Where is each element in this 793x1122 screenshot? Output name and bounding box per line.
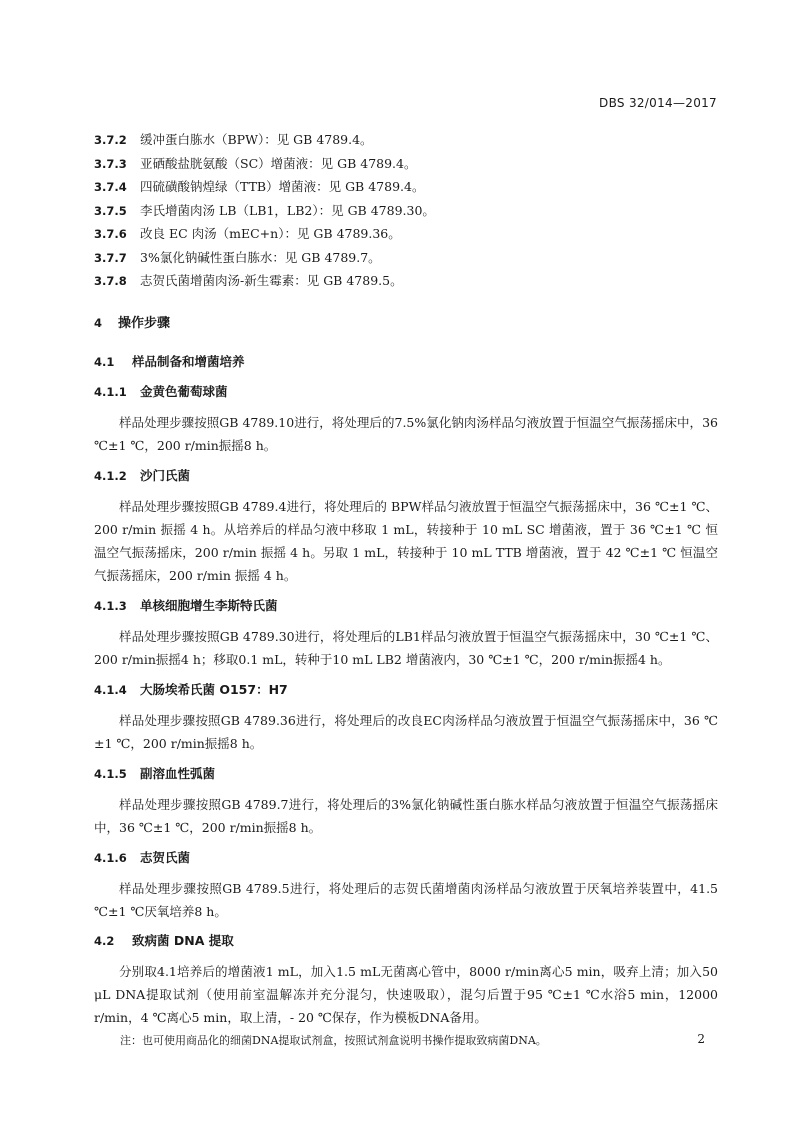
note: 注：也可使用商品化的细菌DNA提取试剂盒，按照试剂盒说明书操作提取致病菌DNA。 (120, 1033, 547, 1047)
list-item (94, 269, 718, 293)
subsection-heading (94, 351, 718, 373)
clause-number: 3.7.8 (94, 274, 127, 288)
section-title: 操作步骤 (118, 315, 171, 331)
paragraph: 样品处理步骤按照GB 4789.36进行，将处理后的改良EC肉汤样品匀液放置于恒温空气振荡摇床中，36 ℃±1 ℃，200 r/min振摇8 h。 (94, 712, 718, 751)
clause-text: 3%氯化钠碱性蛋白胨水：见 GB 4789.7。 (140, 249, 381, 265)
subsection-heading (94, 930, 718, 952)
list-item (94, 246, 718, 270)
clause-heading (94, 381, 718, 403)
subsection-title: 样品制备和增菌培养 (132, 353, 245, 369)
page-content (94, 128, 718, 1051)
section-heading (94, 312, 718, 335)
clause-text: 志贺氏菌增菌肉汤-新生霉素：见 GB 4789.5。 (140, 273, 403, 288)
clause-title: 金黄色葡萄球菌 (140, 383, 228, 399)
clause-number: 4.1.4 (94, 682, 127, 697)
section-number: 4 (94, 315, 103, 330)
clause-number: 4.1.3 (94, 598, 127, 613)
clause-number: 3.7.4 (94, 180, 127, 194)
paragraph: 样品处理步骤按照GB 4789.30进行，将处理后的LB1样品匀液放置于恒温空气振荡摇床中，30 ℃±1 ℃、200 r/min振摇4 h；移取0.1 mL，转种于10 mL LB2 增菌液内，30 ℃±1 ℃，200 r/min振摇4 h。 (94, 628, 718, 667)
clause-title: 大肠埃希氏菌 O157：H7 (140, 681, 288, 697)
clause-text: 四硫磺酸钠煌绿（TTB）增菌液：见 GB 4789.4。 (140, 179, 425, 194)
list-item (94, 222, 718, 246)
clause-title: 志贺氏菌 (140, 849, 191, 865)
subsection-number: 4.1 (94, 354, 115, 369)
clause-number: 4.1.2 (94, 468, 127, 483)
list-item (94, 152, 718, 176)
paragraph: 样品处理步骤按照GB 4789.7进行，将处理后的3%氯化钠碱性蛋白胨水样品匀液放置于恒温空气振荡摇床中，36 ℃±1 ℃，200 r/min振摇8 h。 (94, 796, 718, 835)
clause-number: 3.7.5 (94, 203, 127, 218)
clause-number: 4.1.5 (94, 766, 127, 781)
clause-text: 缓冲蛋白胨水（BPW）：见 GB 4789.4。 (140, 132, 373, 147)
paragraph: 样品处理步骤按照GB 4789.4进行，将处理后的 BPW样品匀液放置于恒温空气振荡摇床中，36 ℃±1 ℃、200 r/min 振摇 4 h。从培养后的样品匀液中移取 1 mL，转接种于 10 mL SC 增菌液，置于 36 ℃±1 ℃ 恒温空气振荡摇床，200 r/min 振摇 4 h。另取 1 mL，转接种于 10 mL TTB 增菌液，置于 42 ℃±1 ℃ 恒温空气振荡摇床，200 r/min 振摇 4 h。 (94, 498, 718, 583)
clause-number: 3.7.6 (94, 227, 127, 241)
clause-heading (94, 847, 718, 869)
clause-heading (94, 465, 718, 487)
clause-number: 3.7.7 (94, 250, 127, 265)
paragraph: 样品处理步骤按照GB 4789.5进行，将处理后的志贺氏菌增菌肉汤样品匀液放置于厌氧培养装置中，41.5 ℃±1 ℃厌氧培养8 h。 (94, 880, 718, 919)
clause-title: 沙门氏菌 (140, 467, 191, 483)
list-item (94, 128, 718, 152)
list-item (94, 199, 718, 223)
standard-code: DBS 32/014—2017 (599, 96, 717, 110)
clause-heading (94, 679, 718, 701)
clause-number: 4.1.1 (94, 384, 127, 399)
clause-text: 亚硒酸盐胱氨酸（SC）增菌液：见 GB 4789.4。 (140, 155, 417, 171)
subsection-number: 4.2 (94, 933, 115, 948)
page-number: 2 (697, 1032, 705, 1046)
clause-number: 3.7.3 (94, 156, 127, 171)
clause-title: 单核细胞增生李斯特氏菌 (140, 597, 278, 613)
paragraph: 样品处理步骤按照GB 4789.10进行，将处理后的7.5%氯化钠肉汤样品匀液放置于恒温空气振荡摇床中，36 ℃±1 ℃，200 r/min振摇8 h。 (94, 414, 718, 453)
clause-number: 4.1.6 (94, 850, 127, 865)
clause-heading (94, 595, 718, 617)
clause-title: 副溶血性弧菌 (140, 765, 216, 781)
paragraph: 分别取4.1培养后的增菌液1 mL，加入1.5 mL无菌离心管中，8000 r/min离心5 min，吸弃上清；加入50 μL DNA提取试剂（使用前室温解冻并充分混匀，快速吸取），混匀后置于95 ℃±1 ℃水浴5 min，12000 r/min，4 ℃离心5 min，取上清，- 20 ℃保存，作为模板DNA备用。 (94, 963, 718, 1025)
clause-text: 改良 EC 肉汤（mEC+n）：见 GB 4789.36。 (140, 226, 401, 241)
subsection-title: 致病菌 DNA 提取 (132, 932, 234, 948)
clause-text: 李氏增菌肉汤 LB（LB1，LB2）：见 GB 4789.30。 (140, 202, 435, 218)
clause-heading (94, 763, 718, 785)
list-item (94, 175, 718, 199)
clause-number: 3.7.2 (94, 133, 127, 147)
